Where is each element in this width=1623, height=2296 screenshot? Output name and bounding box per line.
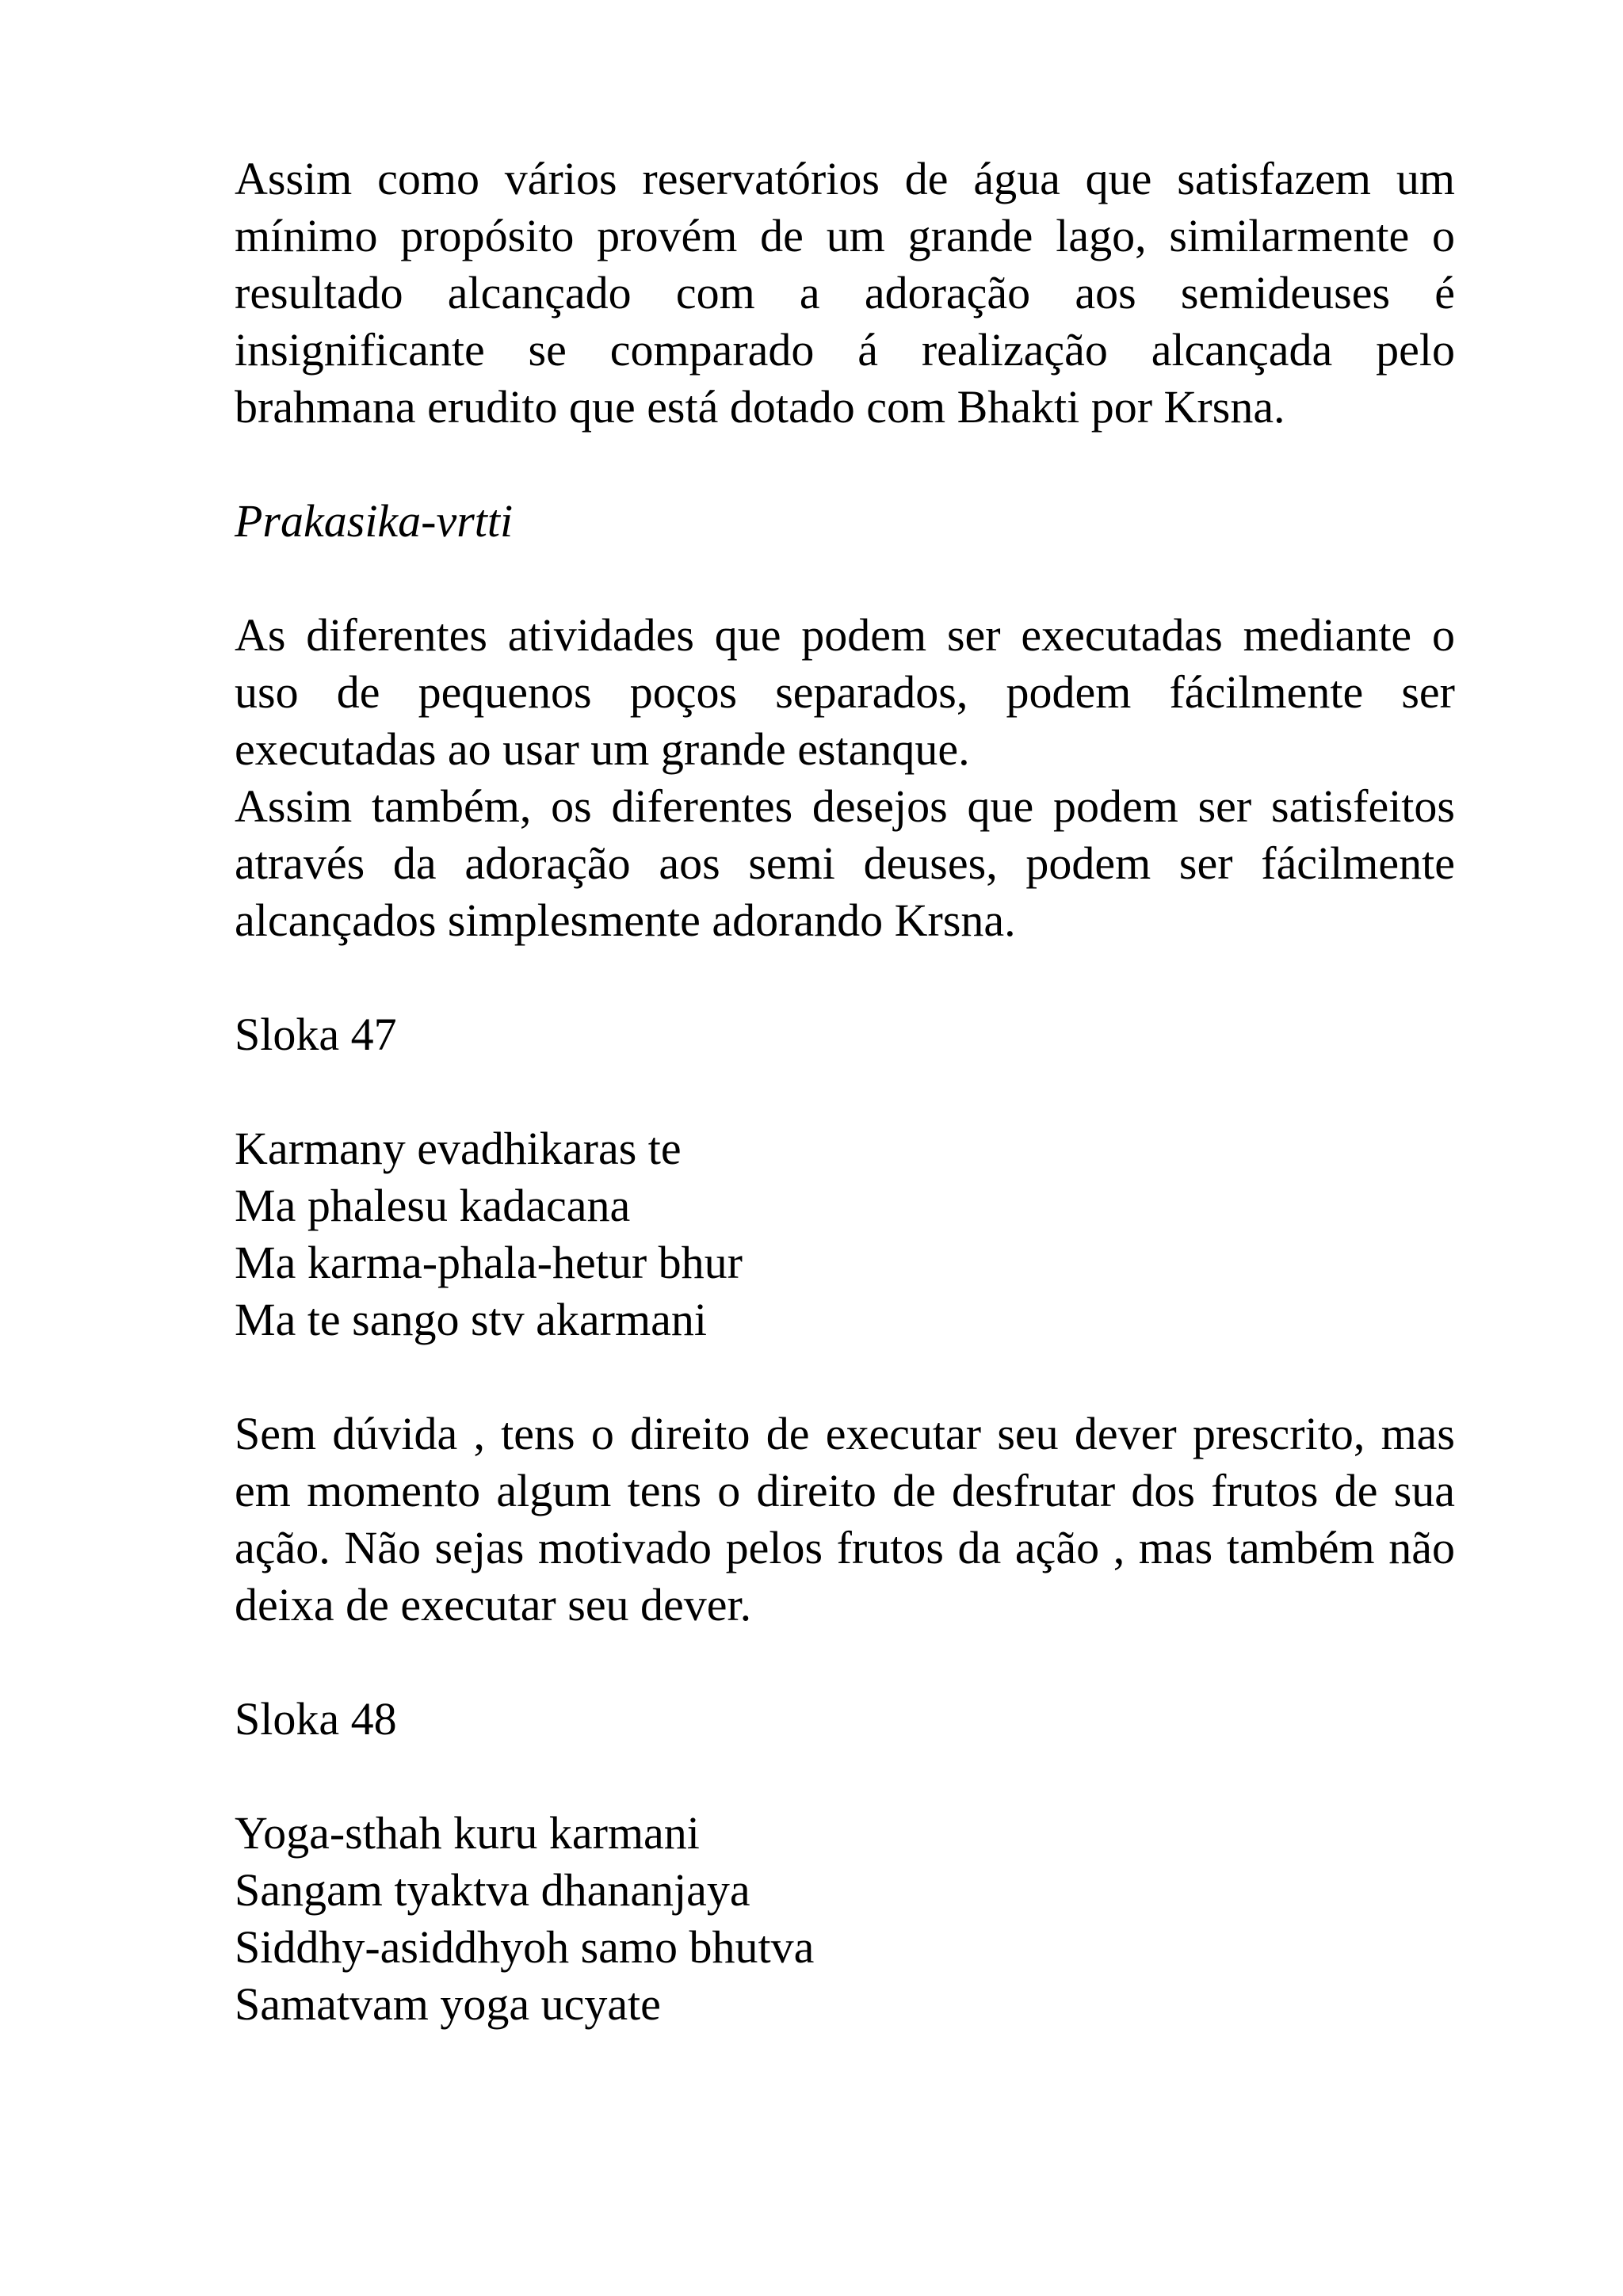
paragraph-intro: Assim como vários reservatórios de água que satisfazem um mínimo propósito provém de um grande lago, similarmente o resultado alcançado com a adoração aos semideuses é insignificante se comparado á realização alcançada pelo brahmana erudito que está dotado com Bhakti por Krsna. (235, 153, 1455, 433)
spacer (235, 1634, 1455, 1691)
verse-line: Samatvam yoga ucyate (235, 1978, 661, 2030)
verse-line: Sangam tyaktva dhananjaya (235, 1864, 750, 1916)
spacer (235, 1748, 1455, 1805)
verse-line: Yoga-sthah kuru karmani (235, 1807, 700, 1859)
sloka-47-title: Sloka 47 (235, 1009, 397, 1060)
spacer (235, 949, 1455, 1006)
spacer (235, 1063, 1455, 1120)
paragraph-wells: As diferentes atividades que podem ser executadas mediante o uso de pequenos poços separados, podem fácilmente ser executadas ao usar um grande estanque. (235, 609, 1455, 775)
verse-line: Ma karma-phala-hetur bhur (235, 1237, 743, 1288)
document-body (235, 151, 1455, 2033)
verse-line: Siddhy-asiddhyoh samo bhutva (235, 1921, 815, 1973)
sloka-48-verse (235, 1805, 1455, 2033)
verse-line: Ma te sango stv akarmani (235, 1294, 707, 1345)
paragraph-duty: Sem dúvida , tens o direito de executar seu dever prescrito, mas em momento algum tens o direito de desfrutar dos frutos de sua ação. Não sejas motivado pelos frutos da ação , mas também não deixa de executar seu dever. (235, 1408, 1455, 1630)
verse-line: Karmany evadhikaras te (235, 1123, 682, 1174)
spacer (235, 1348, 1455, 1405)
sloka-47-verse (235, 1120, 1455, 1348)
spacer (235, 550, 1455, 607)
spacer (235, 436, 1455, 493)
verse-line: Ma phalesu kadacana (235, 1180, 631, 1231)
paragraph-desires: Assim também, os diferentes desejos que podem ser satisfeitos através da adoração aos semi deuses, podem ser fácilmente alcançados simplesmente adorando Krsna. (235, 780, 1455, 946)
commentary-heading: Prakasika-vrtti (235, 495, 514, 547)
sloka-48-title: Sloka 48 (235, 1693, 397, 1745)
